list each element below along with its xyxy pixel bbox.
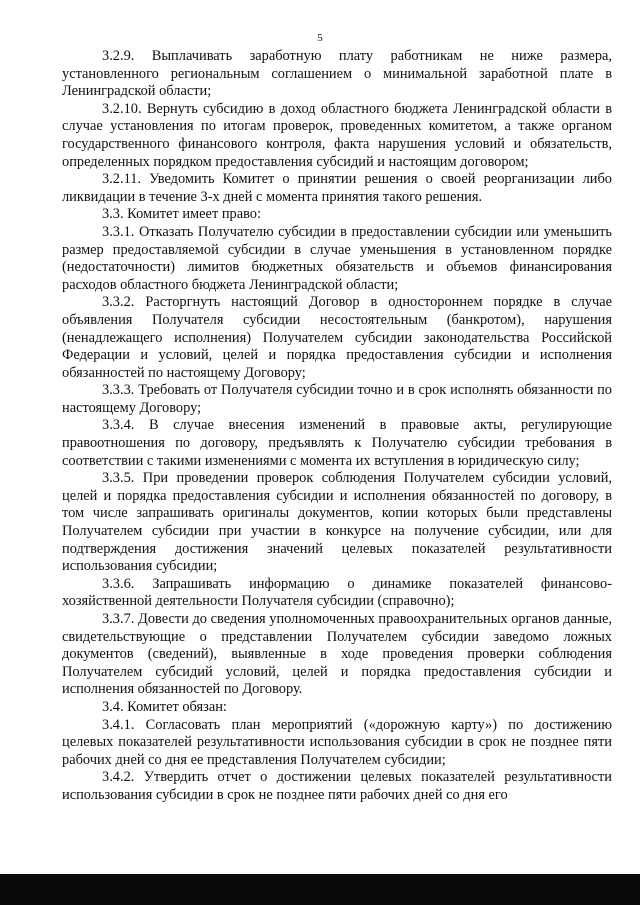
- clause-3-4-1: 3.4.1. Согласовать план мероприятий («дорожную карту») по достижению целевых показателей результативности использования субсидии в срок не позднее пяти рабочих дней со дня ее представления Получателем субсидии;: [62, 716, 612, 768]
- clause-3-3-3: 3.3.3. Требовать от Получателя субсидии точно и в срок исполнять обязанности по настоящему Договору;: [62, 382, 612, 416]
- document-body: [62, 48, 612, 805]
- clause-3-2-9: 3.2.9. Выплачивать заработную плату работникам не ниже размера, установленного региональным соглашением о минимальной заработной плате в Ленинградской области;: [62, 48, 612, 100]
- scan-bottom-edge: [0, 874, 640, 905]
- clause-3-2-11: 3.2.11. Уведомить Комитет о принятии решения о своей реорганизации либо ликвидации в течение 3-х дней с момента принятия такого решения.: [62, 171, 612, 205]
- section-3-4-heading: 3.4. Комитет обязан:: [102, 698, 227, 715]
- clause-3-4-2: 3.4.2. Утвердить отчет о достижении целевых показателей результативности использования субсидии в срок не позднее пяти рабочих дней со дня его: [62, 769, 612, 803]
- clause-3-3-2: 3.3.2. Расторгнуть настоящий Договор в одностороннем порядке в случае объявления Получателя субсидии несостоятельным (банкротом), нарушения (ненадлежащего исполнения) Получателем субсидии законодательства Российской Федерации и условий, целей и порядка предоставления субсидии и исполнения обязанностей по настоящему Договору;: [62, 294, 612, 381]
- clause-3-3-4: 3.3.4. В случае внесения изменений в правовые акты, регулирующие правоотношения по договору, предъявлять к Получателю субсидии требования в соответствии с такими изменениями с момента их вступления в юридическую силу;: [62, 417, 612, 469]
- page-number: 5: [317, 32, 323, 44]
- section-3-3-heading: 3.3. Комитет имеет право:: [102, 206, 261, 223]
- clause-3-3-1: 3.3.1. Отказать Получателю субсидии в предоставлении субсидии или уменьшить размер предоставляемой субсидии в случае уменьшения в установленном порядке (недостаточности) лимитов бюджетных обязательств и объемов финансирования расходов областного бюджета Ленинградской области;: [62, 223, 612, 293]
- clause-3-2-10: 3.2.10. Вернуть субсидию в доход областного бюджета Ленинградской области в случае установления по итогам проверок, проведенных комитетом, а также органом государственного финансового контроля, факта нарушения условий и обязательств, определенных порядком предоставления субсидий и настоящим договором;: [62, 100, 612, 170]
- clause-3-3-6: 3.3.6. Запрашивать информацию о динамике показателей финансово-хозяйственной деятельности Получателя субсидии (справочно);: [62, 575, 612, 610]
- clause-3-3-7: 3.3.7. Довести до сведения уполномоченных правоохранительных органов данные, свидетельствующие о представлении Получателем субсидии заведомо ложных документов (сведений), выявленные в ходе проведения проверки соблюдения Получателем субсидий условий, целей и порядка предоставления субсидии и исполнения обязанностей по Договору.: [62, 611, 612, 698]
- clause-3-3-5: 3.3.5. При проведении проверок соблюдения Получателем субсидии условий, целей и порядка предоставления субсидии и исполнения обязанностей по договору, в том числе запрашивать оригиналы документов, копии которых были представлены Получателем субсидии при участии в конкурсе на получение субсидии, или для подтверждения достижения значений целевых показателей результативности использования субсидии;: [62, 470, 612, 575]
